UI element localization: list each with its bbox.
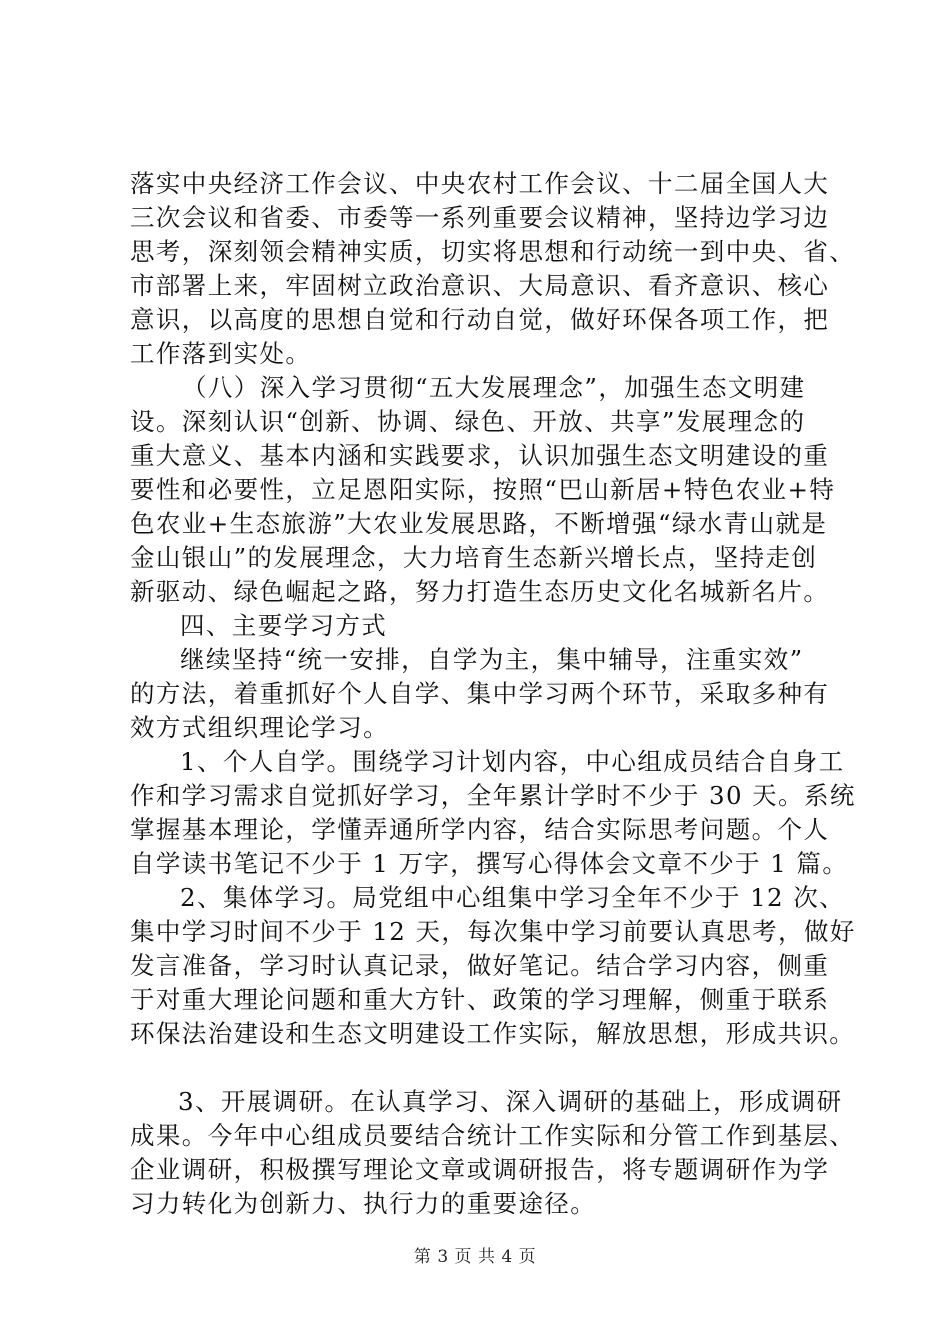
text-line: 三次会议和省委、市委等一系列重要会议精神，坚持边学习边 (130, 203, 830, 232)
text-line: 企业调研，积极撰写理论文章或调研报告，将专题调研作为学 (130, 1155, 830, 1184)
text-line: 成果。今年中心组成员要结合统计工作实际和分管工作到基层、 (130, 1121, 856, 1150)
text-line: 习力转化为创新力、执行力的重要途径。 (130, 1189, 597, 1218)
text-line: 重大意义、基本内涵和实践要求，认识加强生态文明建设的重 (130, 441, 830, 470)
text-line: 市部署上来，牢固树立政治意识、大局意识、看齐意识、核心 (130, 271, 830, 300)
text-line: 意识，以高度的思想自觉和行动自觉，做好环保各项工作，把 (130, 305, 830, 334)
text-line: 工作落到实处。 (130, 339, 312, 368)
text-line: 要性和必要性，立足恩阳实际，按照“巴山新居+特色农业+特 (130, 475, 836, 504)
item-1-heading: 1、个人自学。围绕学习计划内容，中心组成员结合自身工 (180, 747, 845, 776)
text-line: 自学读书笔记不少于 1 万字，撰写心得体会文章不少于 1 篇。 (130, 849, 849, 878)
text-line: 的方法，着重抓好个人自学、集中学习两个环节，采取多种有 (130, 679, 830, 708)
item-3-heading: 3、开展调研。在认真学习、深入调研的基础上，形成调研 (178, 1087, 843, 1116)
text-line: 作和学习需求自觉抓好学习，全年累计学时不少于 30 天。系统 (130, 781, 856, 810)
text-line: 落实中央经济工作会议、中央农村工作会议、十二届全国人大 (130, 169, 830, 198)
text-line: 掌握基本理论，学懂弄通所学内容，结合实际思考问题。个人 (130, 815, 830, 844)
text-line: 发言准备，学习时认真记录，做好笔记。结合学习内容，侧重 (130, 951, 830, 980)
text-line: 金山银山”的发展理念，大力培育生态新兴增长点，坚持走创 (130, 543, 818, 572)
text-line: 于对重大理论问题和重大方针、政策的学习理解，侧重于联系 (130, 985, 830, 1014)
text-line: 集中学习时间不少于 12 天，每次集中学习前要认真思考，做好 (130, 917, 856, 946)
text-line: 思考，深刻领会精神实质，切实将思想和行动统一到中央、省、 (130, 237, 856, 266)
text-line: 环保法治建设和生态文明建设工作实际，解放思想，形成共识。 (130, 1019, 856, 1048)
page-number-footer: 第 3 页 共 4 页 (413, 1247, 537, 1267)
section-heading-8: （八）深入学习贯彻“五大发展理念”，加强生态文明建 (182, 373, 806, 402)
text-line: 效方式组织理论学习。 (130, 713, 389, 742)
text-line: 新驱动、绿色崛起之路，努力打造生态历史文化名城新名片。 (130, 577, 830, 606)
item-2-heading: 2、集体学习。局党组中心组集中学习全年不少于 12 次、 (180, 883, 846, 912)
text-line: 继续坚持“统一安排，自学为主，集中辅导，注重实效” (180, 645, 804, 674)
text-line: 设。深刻认识“创新、协调、绿色、开放、共享”发展理念的 (130, 407, 806, 436)
text-line: 色农业+生态旅游”大农业发展思路，不断增强“绿水青山就是 (130, 509, 828, 538)
section-heading-4: 四、主要学习方式 (180, 611, 388, 640)
